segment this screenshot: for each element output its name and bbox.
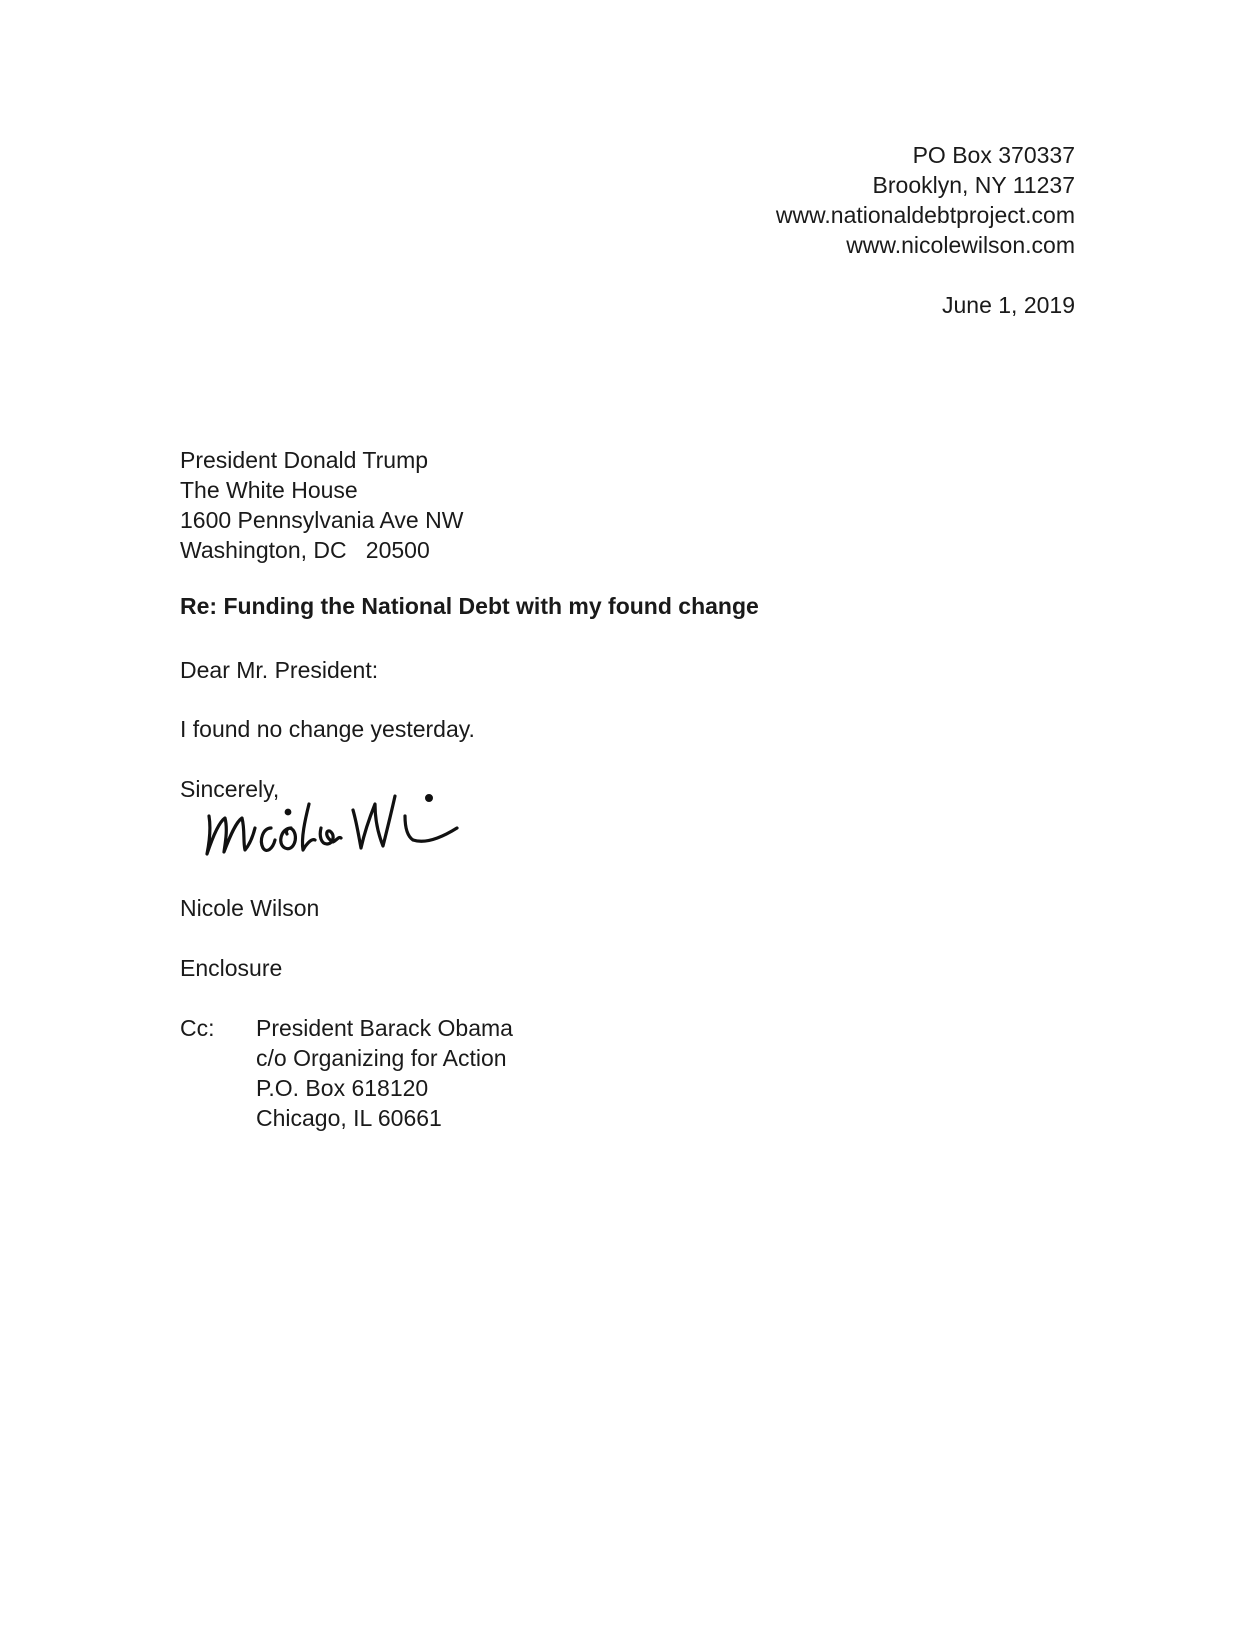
letter-closing: Sincerely, bbox=[180, 776, 280, 802]
recipient-street: 1600 Pennsylvania Ave NW bbox=[180, 507, 464, 533]
letter-body: I found no change yesterday. bbox=[180, 716, 475, 742]
recipient-address-block bbox=[180, 445, 463, 565]
recipient-city: Washington, DC 20500 bbox=[180, 537, 430, 563]
cc-city: Chicago, IL 60661 bbox=[256, 1105, 442, 1131]
sender-address-block bbox=[776, 140, 1075, 260]
sender-po-box: PO Box 370337 bbox=[912, 142, 1075, 168]
enclosure-note: Enclosure bbox=[180, 955, 283, 981]
sender-website-2: www.nicolewilson.com bbox=[846, 232, 1075, 258]
recipient-name: President Donald Trump bbox=[180, 447, 429, 473]
recipient-org: The White House bbox=[180, 477, 358, 503]
handwritten-signature-icon bbox=[205, 788, 475, 883]
cc-name: President Barack Obama bbox=[256, 1015, 513, 1041]
letter-salutation: Dear Mr. President: bbox=[180, 657, 379, 683]
sender-website-1: www.nationaldebtproject.com bbox=[775, 202, 1075, 228]
cc-label: Cc: bbox=[180, 1015, 215, 1041]
letter-subject: Re: Funding the National Debt with my found change bbox=[180, 593, 759, 619]
cc-address-block bbox=[256, 1013, 513, 1133]
cc-street: P.O. Box 618120 bbox=[256, 1075, 429, 1101]
signer-name: Nicole Wilson bbox=[180, 895, 320, 921]
sender-city: Brooklyn, NY 11237 bbox=[872, 172, 1075, 198]
letter-date: June 1, 2019 bbox=[941, 292, 1075, 318]
cc-org: c/o Organizing for Action bbox=[256, 1045, 507, 1071]
